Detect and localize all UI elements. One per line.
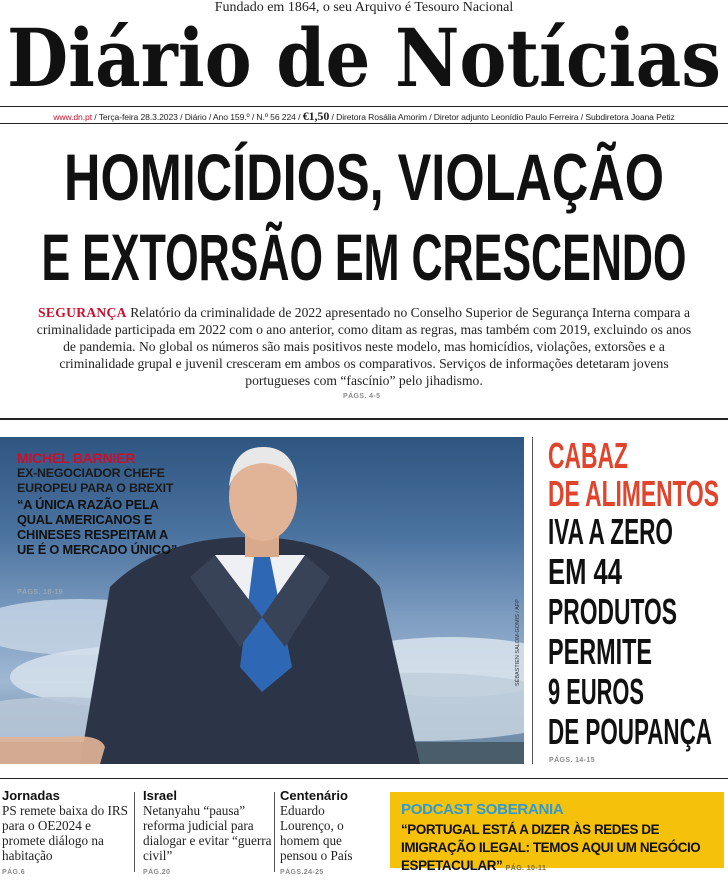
barnier-subtitle: EX-NEGOCIADOR CHEFE EUROPEU PARA O BREXIT bbox=[17, 466, 174, 496]
barnier-quote: “A ÚNICA RAZÃO PELA QUAL AMERICANOS E CHINESES RESPEITAM A UE É O MERCADO ÚNICO” bbox=[17, 496, 178, 558]
podcast-quote-text: “PORTUGAL ESTÁ A DIZER ÀS REDES DE IMIGRAÇÃO ILEGAL: TEMOS AQUI UM NEGÓCIO ESPETACULAR” bbox=[401, 822, 701, 873]
bottom-page-ref: PÁGS.24-25 bbox=[280, 869, 324, 876]
bottom-text: PS remete baixa do IRS para o OE2024 e promete diálogo na habitação bbox=[2, 803, 128, 863]
bottom-divider bbox=[274, 792, 275, 872]
bottom-page-ref: PÁG.6 bbox=[2, 869, 26, 876]
cabaz-line-4: PERMITE bbox=[548, 631, 652, 672]
cabaz-page-ref[interactable]: PÁGS. 14-15 bbox=[549, 757, 596, 764]
staff-credits: / Diretora Rosália Amorim / Diretor adjunto Leonídio Paulo Ferreira / Subdiretora Joana Petiz bbox=[331, 112, 675, 122]
cabaz-kicker-line-1: CABAZ bbox=[548, 435, 628, 476]
bottom-text: Netanyahu “pausa” reforma judicial para dialogar e evitar “guerra civil” bbox=[143, 803, 272, 863]
barnier-story[interactable] bbox=[17, 451, 187, 557]
section-rule bbox=[0, 418, 728, 420]
bottom-divider bbox=[134, 792, 135, 872]
bottom-story-centenario[interactable] bbox=[280, 788, 380, 880]
lede-text: Relatório da criminalidade de 2022 apresentado no Conselho Superior de Segurança Interna compara a criminalidade participada em 2022 com o ano anterior, como ditam as regras, mas também com 2019, excluindo os anos de pandemia. No global os números são mais positivos neste modelo, mas homicídios, violações, extorsões e a criminalidade grupal e juvenil cresceram em ambos os comparativos. Serviços de informações detetaram jovens portugueses com “fascínio” pelo jihadismo. bbox=[36, 305, 692, 388]
dateline-rule bbox=[0, 123, 728, 124]
bottom-page-ref: PÁG.20 bbox=[143, 869, 171, 876]
lede-kicker: SEGURANÇA bbox=[37, 305, 127, 320]
bottom-text: Eduardo Lourenço, o homem que pensou o País bbox=[280, 803, 353, 863]
cabaz-story[interactable] bbox=[546, 432, 728, 764]
column-divider bbox=[532, 437, 533, 764]
cabaz-line-6: DE POUPANÇA bbox=[548, 711, 712, 752]
cabaz-line-1: IVA A ZERO bbox=[548, 511, 673, 552]
cabaz-kicker-line-2: DE ALIMENTOS bbox=[548, 473, 719, 514]
issue-info: / Terça-feira 28.3.2023 / Diário / Ano 159.º / N.º 56 224 / bbox=[94, 112, 301, 122]
bottom-kicker: Centenário bbox=[280, 788, 348, 803]
barnier-name: MICHEL BARNIER bbox=[17, 450, 136, 466]
main-headline[interactable] bbox=[0, 140, 728, 300]
barnier-page-ref[interactable]: PÁGS. 18-19 bbox=[17, 589, 64, 596]
bottom-story-israel[interactable] bbox=[143, 788, 273, 880]
bottom-kicker: Jornadas bbox=[2, 788, 60, 803]
cabaz-line-3: PRODUTOS bbox=[548, 591, 677, 632]
podcast-page-ref: PÁG. 10-11 bbox=[505, 865, 547, 872]
podcast-kicker: PODCAST SOBERANIA bbox=[401, 801, 564, 818]
bottom-story-jornadas[interactable] bbox=[2, 788, 130, 880]
bottom-kicker: Israel bbox=[143, 788, 177, 803]
masthead-logo-art bbox=[0, 14, 728, 106]
tagline: Fundado em 1864, o seu Arquivo é Tesouro Nacional bbox=[214, 0, 514, 15]
cabaz-line-5: 9 EUROS bbox=[548, 671, 644, 712]
bottom-rule bbox=[0, 778, 728, 779]
podcast-quote bbox=[401, 821, 723, 878]
lede bbox=[36, 304, 692, 389]
headline-line-2: E EXTORSÃO EM CRESCENDO bbox=[41, 220, 687, 294]
photo-credit: SÉBASTIEN SALOM-GOMIS / AFP bbox=[515, 599, 521, 686]
podcast-promo[interactable] bbox=[390, 792, 724, 873]
site-url[interactable]: www.dn.pt bbox=[53, 112, 92, 122]
masthead-title: Diário de Notícias bbox=[7, 14, 721, 105]
masthead-logo[interactable] bbox=[0, 14, 728, 106]
dateline bbox=[0, 109, 728, 124]
lede-page-ref[interactable]: PÁGS. 4-5 bbox=[343, 393, 381, 400]
cabaz-line-2: EM 44 bbox=[548, 551, 622, 592]
masthead-rule bbox=[0, 106, 728, 107]
price: €1,50 bbox=[302, 109, 330, 123]
headline-line-1: HOMICÍDIOS, VIOLAÇÃO bbox=[64, 140, 664, 214]
